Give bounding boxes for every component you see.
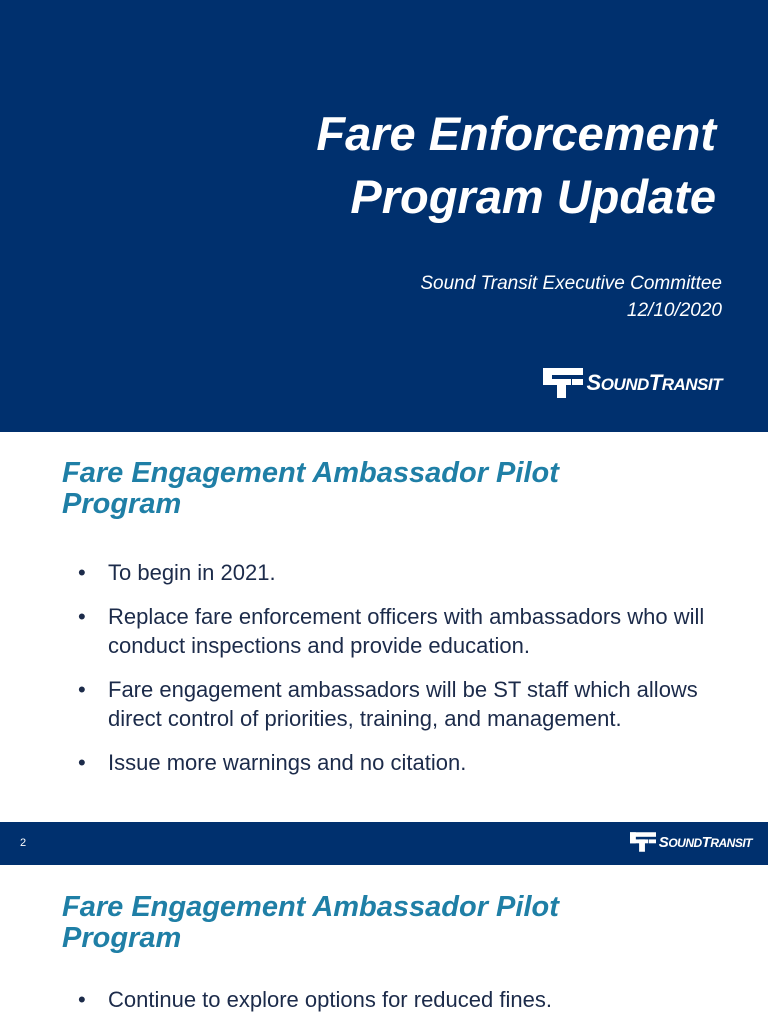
bullet-item: • Issue more warnings and no citation. — [78, 750, 467, 775]
page-number: 2 — [20, 837, 27, 849]
bullet-list — [78, 985, 748, 1029]
bullet-item: • Fare engagement ambassadors will be ST staff which allows direct control of priorities, training, and management. — [78, 677, 698, 731]
content-slide-2 — [0, 432, 768, 822]
bullet-dot-icon: • — [78, 677, 86, 702]
sound-transit-logo-footer — [630, 832, 752, 852]
bullet-item: • Replace fare enforcement officers with ambassadors who will conduct inspections and provide education. — [78, 604, 705, 658]
bullet-item: • Continue to explore options for reduced fines. — [78, 987, 552, 1012]
slide-subtitle — [122, 270, 722, 324]
sound-transit-logo-mark-icon — [630, 832, 656, 852]
title-slide — [0, 0, 768, 432]
slide-heading — [62, 892, 702, 954]
heading-line-1: Fare Engagement Ambassador Pilot — [62, 457, 559, 489]
slide-title — [76, 102, 716, 228]
heading-line-2: Program — [62, 922, 182, 954]
subtitle-date: 12/10/2020 — [626, 300, 722, 321]
heading-line-1: Fare Engagement Ambassador Pilot — [62, 891, 559, 923]
heading-line-2: Program — [62, 488, 182, 520]
bullet-dot-icon: • — [78, 604, 86, 629]
bullet-dot-icon: • — [78, 987, 86, 1012]
logo-wordmark: SOUNDTRANSIT — [658, 833, 752, 851]
content-slide-3 — [0, 865, 768, 1024]
logo-wordmark: SOUNDTRANSIT — [586, 370, 722, 395]
bullet-list — [78, 558, 748, 792]
sound-transit-logo-mark-icon — [543, 368, 583, 398]
subtitle-committee: Sound Transit Executive Committee — [420, 273, 722, 294]
title-line-1: Fare Enforcement — [316, 107, 716, 160]
bullet-item: • To begin in 2021. — [78, 560, 276, 585]
slide-heading — [62, 458, 702, 520]
sound-transit-logo — [543, 368, 722, 398]
title-line-2: Program Update — [350, 170, 716, 223]
bullet-dot-icon: • — [78, 750, 86, 775]
bullet-dot-icon: • — [78, 560, 86, 585]
